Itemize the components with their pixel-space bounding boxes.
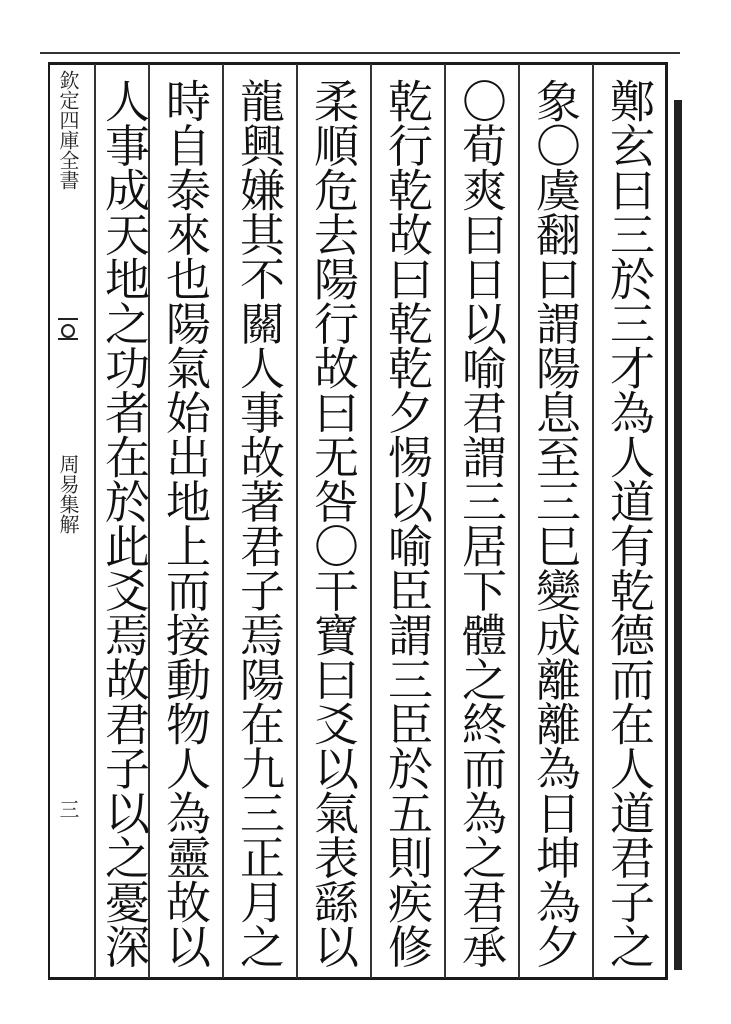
column-rule <box>296 64 298 978</box>
section-title: 周易集解 <box>56 454 80 534</box>
text-column-4: 乾行乾故曰乾乾夕惕以喻臣謂三臣於五則疾修 <box>380 78 433 968</box>
column-rule <box>518 64 520 978</box>
page-margin-column <box>50 64 94 978</box>
fishtail-ornament <box>58 318 78 340</box>
text-column-5: 柔順危去陽行故曰无咎〇干寶曰爻以氣表繇以 <box>306 78 359 968</box>
text-column-8: 人事成天地之功者在於此爻焉故君子以之憂深 <box>97 78 150 968</box>
page-number: 三 <box>56 799 80 819</box>
column-rule <box>370 64 372 978</box>
top-border-rule <box>40 52 680 54</box>
text-column-3: 〇荀爽曰日以喻君謂三居下體之終而為之君承 <box>454 78 507 968</box>
column-rule <box>444 64 446 978</box>
text-column-1: 鄭玄曰三於三才為人道有乾德而在人道君子之 <box>602 78 655 968</box>
binding-edge-bar <box>674 100 682 970</box>
text-column-2: 象〇虞翻曰謂陽息至三巳變成離離為日坤為夕 <box>528 78 581 968</box>
text-column-7: 時自泰來也陽氣始出地上而接動物人為靈故以 <box>158 78 211 968</box>
column-rule <box>592 64 594 978</box>
column-rule <box>222 64 224 978</box>
text-column-6: 龍興嫌其不關人事故著君子焉陽在九三正月之 <box>232 78 285 968</box>
book-title: 欽定四庫全書 <box>56 70 80 190</box>
